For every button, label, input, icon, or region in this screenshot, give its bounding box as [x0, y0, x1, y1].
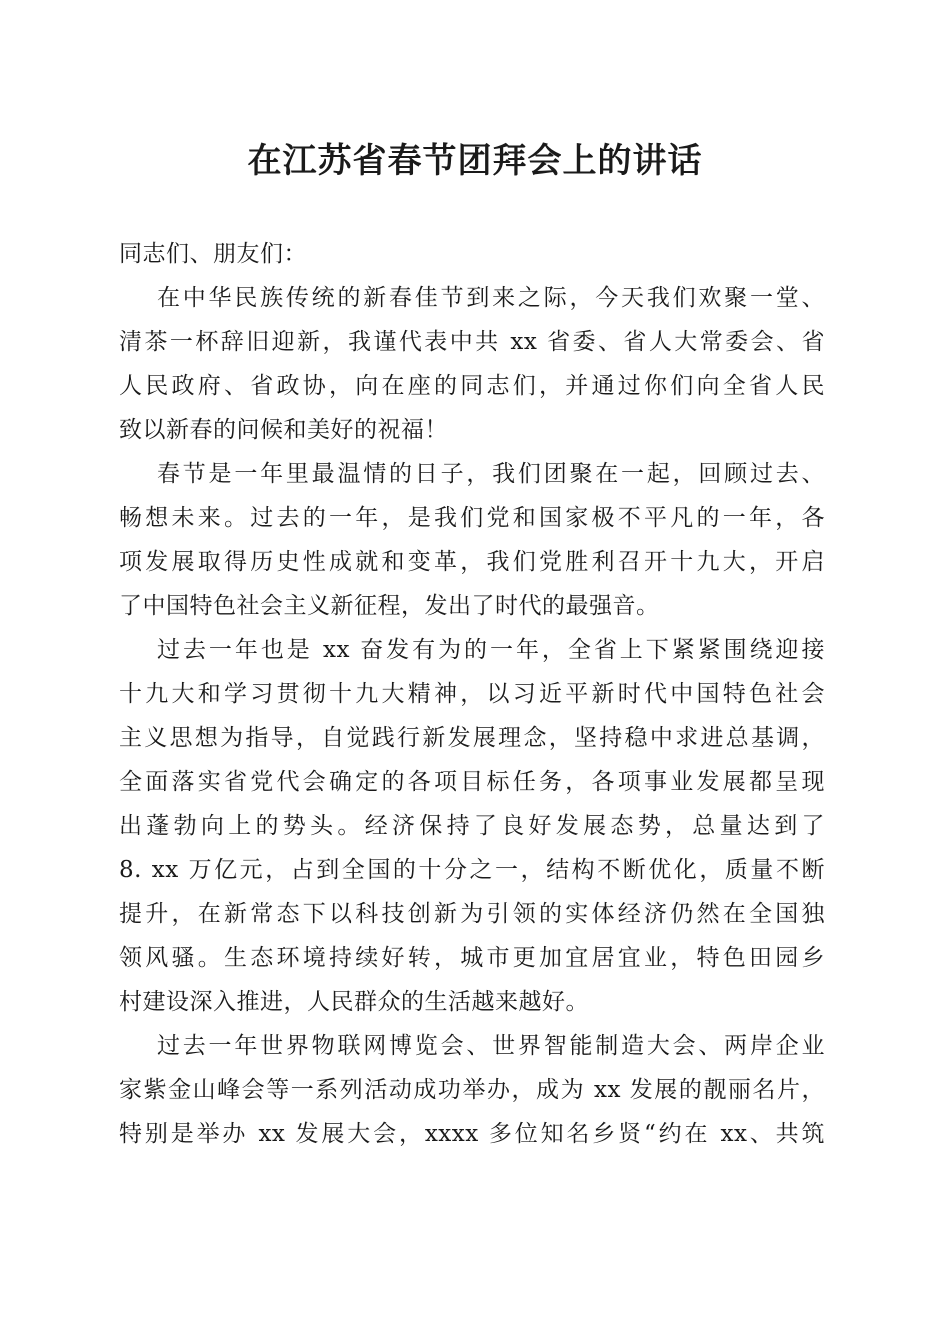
paragraph-4-line-3: 特别是举办 xx 发展大会，xxxx 多位知名乡贤“约在 xx、共筑	[119, 1121, 825, 1147]
paragraph-3-line-2: 十九大和学习贯彻十九大精神，以习近平新时代中国特色社会	[119, 681, 825, 707]
paragraph-4-line-1: 过去一年世界物联网博览会、世界智能制造大会、两岸企业	[157, 1033, 825, 1059]
paragraph-3-line-5: 出蓬勃向上的势头。经济保持了良好发展态势，总量达到了	[119, 813, 825, 839]
greeting-line: 同志们、朋友们：	[119, 241, 307, 267]
paragraph-3-line-8: 领风骚。生态环境持续好转，城市更加宜居宜业，特色田园乡	[119, 945, 825, 971]
paragraph-3-line-7: 提升，在新常态下以科技创新为引领的实体经济仍然在全国独	[119, 901, 825, 927]
paragraph-3-line-1: 过去一年也是 xx 奋发有为的一年，全省上下紧紧围绕迎接	[157, 637, 825, 663]
paragraph-2-line-2: 畅想未来。过去的一年，是我们党和国家极不平凡的一年，各	[119, 505, 825, 531]
paragraph-3-line-4: 全面落实省党代会确定的各项目标任务，各项事业发展都呈现	[119, 769, 825, 795]
paragraph-2-line-1: 春节是一年里最温情的日子，我们团聚在一起，回顾过去、	[157, 461, 825, 487]
paragraph-1-line-3: 人民政府、省政协，向在座的同志们，并通过你们向全省人民	[119, 373, 825, 399]
paragraph-1-line-4: 致以新春的问候和美好的祝福！	[119, 417, 448, 443]
paragraph-3-line-9: 村建设深入推进，人民群众的生活越来越好。	[119, 989, 589, 1015]
paragraph-1-line-1: 在中华民族传统的新春佳节到来之际，今天我们欢聚一堂、	[157, 285, 825, 311]
paragraph-2-line-4: 了中国特色社会主义新征程，发出了时代的最强音。	[119, 593, 660, 619]
paragraph-1-line-2: 清茶一杯辞旧迎新，我谨代表中共 xx 省委、省人大常委会、省	[119, 329, 825, 355]
paragraph-3-line-3: 主义思想为指导，自觉践行新发展理念，坚持稳中求进总基调，	[119, 725, 825, 751]
document-title: 在江苏省春节团拜会上的讲话	[247, 141, 703, 181]
paragraph-2-line-3: 项发展取得历史性成就和变革，我们党胜利召开十九大，开启	[119, 549, 825, 575]
paragraph-3-line-6: 8. xx 万亿元，占到全国的十分之一，结构不断优化，质量不断	[119, 857, 825, 883]
document-body	[119, 232, 825, 1156]
paragraph-4-line-2: 家紫金山峰会等一系列活动成功举办，成为 xx 发展的靓丽名片，	[119, 1077, 825, 1103]
